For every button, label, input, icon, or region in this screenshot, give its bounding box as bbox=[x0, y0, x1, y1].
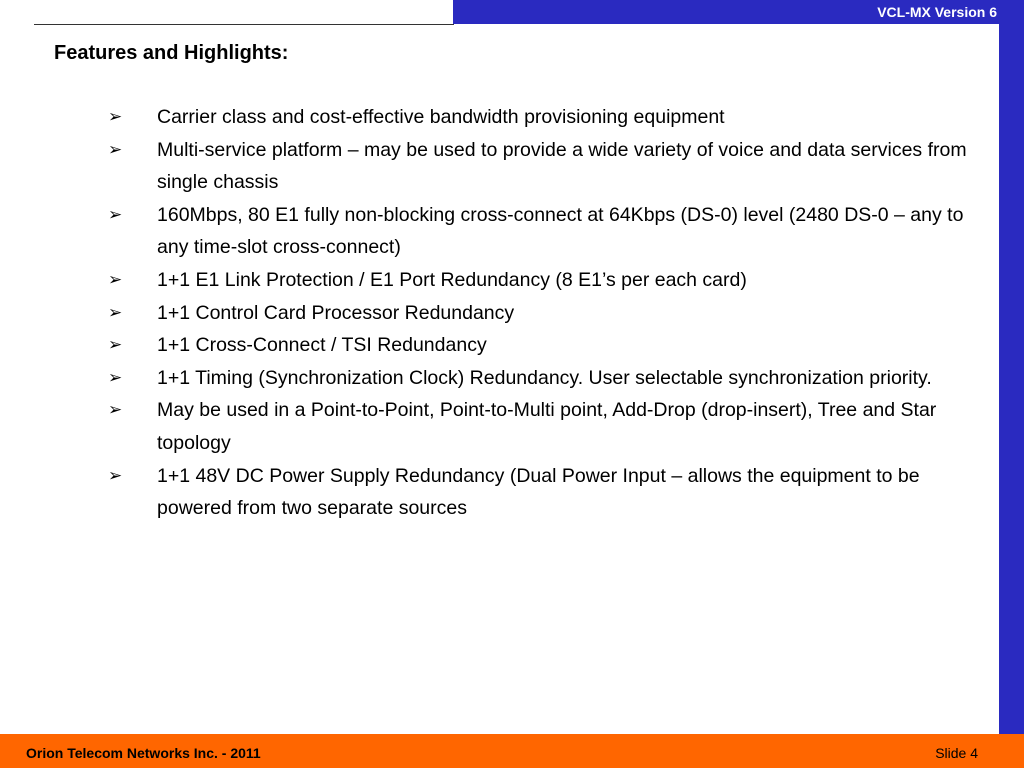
feature-list bbox=[106, 101, 976, 525]
arrow-bullet-icon: ➢ bbox=[108, 400, 123, 420]
arrow-bullet-icon: ➢ bbox=[108, 335, 123, 355]
slide-number: Slide 4 bbox=[935, 745, 978, 761]
list-item-text: Multi-service platform – may be used to provide a wide variety of voice and data services from single chassis bbox=[157, 138, 967, 194]
right-accent-bar bbox=[999, 0, 1024, 734]
list-item-text: Carrier class and cost-effective bandwidth provisioning equipment bbox=[157, 106, 725, 128]
arrow-bullet-icon: ➢ bbox=[108, 367, 123, 387]
version-label: VCL-MX Version 6 bbox=[877, 4, 997, 20]
list-item bbox=[106, 134, 976, 199]
footer-company: Orion Telecom Networks Inc. - 2011 bbox=[26, 745, 261, 761]
list-item-text: 1+1 Timing (Synchronization Clock) Redundancy. User selectable synchronization priority. bbox=[157, 366, 932, 389]
list-item bbox=[106, 264, 976, 297]
list-item-text: 1+1 48V DC Power Supply Redundancy (Dual Power Input – allows the equipment to be powered from two separate sources bbox=[157, 464, 920, 520]
list-item-text: 1+1 E1 Link Protection / E1 Port Redundancy (8 E1’s per each card) bbox=[157, 268, 747, 291]
list-item bbox=[106, 460, 976, 525]
list-item bbox=[106, 362, 976, 395]
list-item bbox=[106, 101, 976, 134]
arrow-bullet-icon: ➢ bbox=[108, 269, 123, 289]
list-item bbox=[106, 329, 976, 362]
list-item-text: 1+1 Control Card Processor Redundancy bbox=[157, 301, 515, 324]
arrow-bullet-icon: ➢ bbox=[108, 107, 123, 126]
slide-title: Features and Highlights: bbox=[54, 42, 289, 64]
arrow-bullet-icon: ➢ bbox=[108, 465, 123, 485]
arrow-bullet-icon: ➢ bbox=[108, 302, 123, 322]
list-item-text: 160Mbps, 80 E1 fully non-blocking cross-connect at 64Kbps (DS-0) level (2480 DS-0 – any to any time-slot cross-connect) bbox=[157, 203, 964, 259]
list-item bbox=[106, 297, 976, 330]
arrow-bullet-icon: ➢ bbox=[108, 204, 123, 224]
list-item-text: 1+1 Cross-Connect / TSI Redundancy bbox=[157, 334, 487, 357]
version-banner bbox=[453, 0, 999, 24]
arrow-bullet-icon: ➢ bbox=[108, 139, 123, 159]
list-item-text: May be used in a Point-to-Point, Point-to-Multi point, Add-Drop (drop-insert), Tree and Star topology bbox=[157, 399, 937, 454]
list-item bbox=[106, 199, 976, 264]
header-divider-line bbox=[34, 24, 454, 25]
list-item bbox=[106, 394, 976, 459]
